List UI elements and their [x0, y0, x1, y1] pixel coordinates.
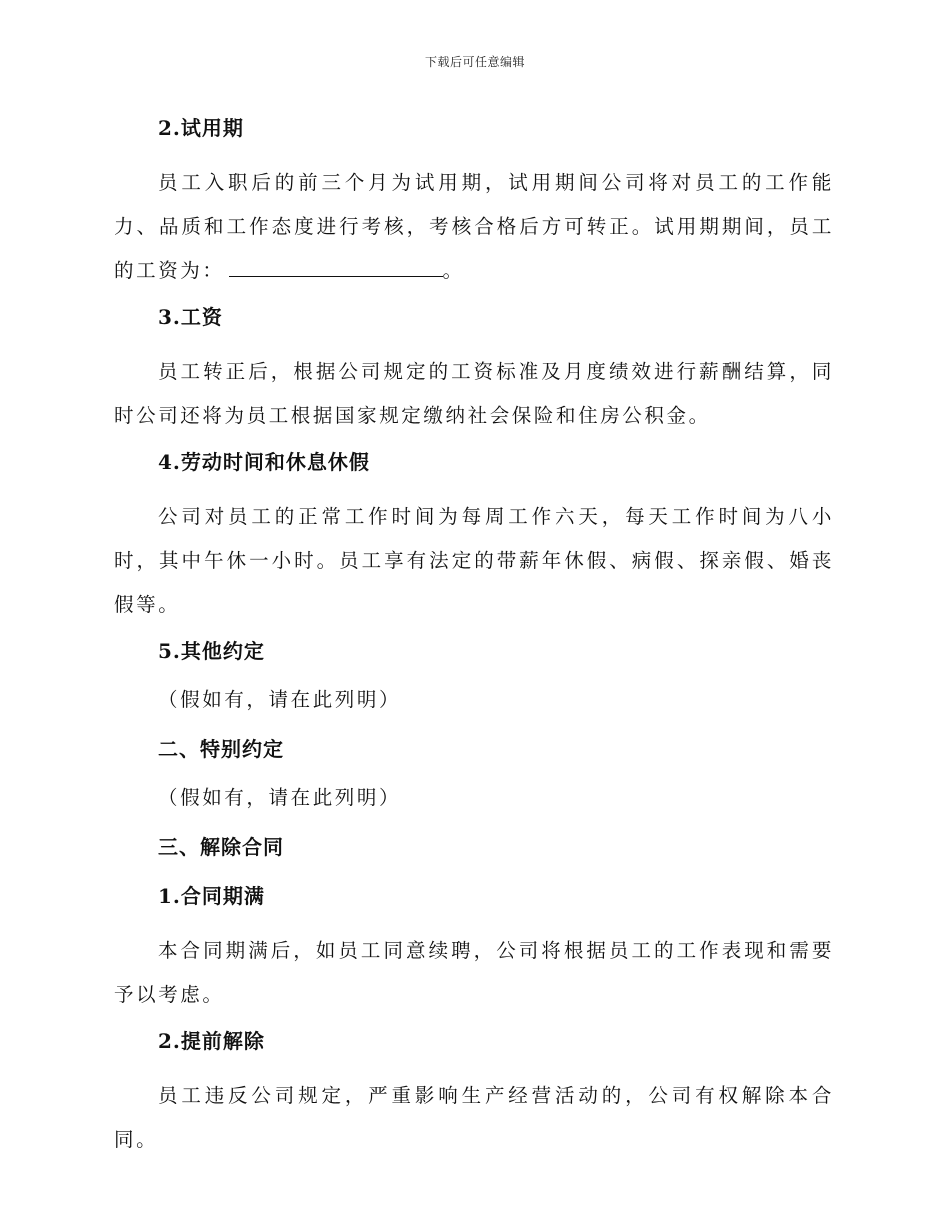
- note-special: （假如有，请在此列明）: [158, 786, 402, 809]
- salary-blank-line: [229, 256, 443, 277]
- paragraph-early: 员工违反公司规定，严重影响生产经营活动的，公司有权解除本合同。: [114, 1084, 834, 1151]
- page-header: 下载后可任意编辑: [424, 55, 525, 69]
- section-heading-expiry: 1.合同期满: [158, 884, 265, 908]
- section-heading-other: 5.其他约定: [158, 639, 265, 663]
- section-heading-special: 二、特别约定: [158, 737, 284, 761]
- paragraph-salary: 员工转正后，根据公司规定的工资标准及月度绩效进行薪酬结算，同时公司还将为员工根据国家规定缴纳社会保险和住房公积金。: [114, 360, 834, 427]
- document-body: [114, 112, 834, 1170]
- paragraph-expiry: 本合同期满后，如员工同意续聘，公司将根据员工的工作表现和需要予以考虑。: [114, 939, 834, 1006]
- section-heading-early: 2.提前解除: [158, 1029, 265, 1053]
- section-heading-salary: 3.工资: [158, 305, 223, 329]
- paragraph-probation-text: 员工入职后的前三个月为试用期，试用期间公司将对员工的工作能力、品质和工作态度进行考核，考核合格后方可转正。试用期期间，员工的工资为：: [114, 171, 834, 282]
- paragraph-probation: [114, 161, 834, 293]
- paragraph-probation-end: 。: [442, 259, 465, 282]
- paragraph-worktime: 公司对员工的正常工作时间为每周工作六天，每天工作时间为八小时，其中午休一小时。员工享有法定的带薪年休假、病假、探亲假、婚丧假等。: [114, 505, 834, 616]
- section-heading-worktime: 4.劳动时间和休息休假: [158, 450, 370, 474]
- section-heading-terminate: 三、解除合同: [158, 835, 284, 859]
- section-heading-probation: 2.试用期: [158, 116, 244, 140]
- note-other: （假如有，请在此列明）: [158, 688, 402, 711]
